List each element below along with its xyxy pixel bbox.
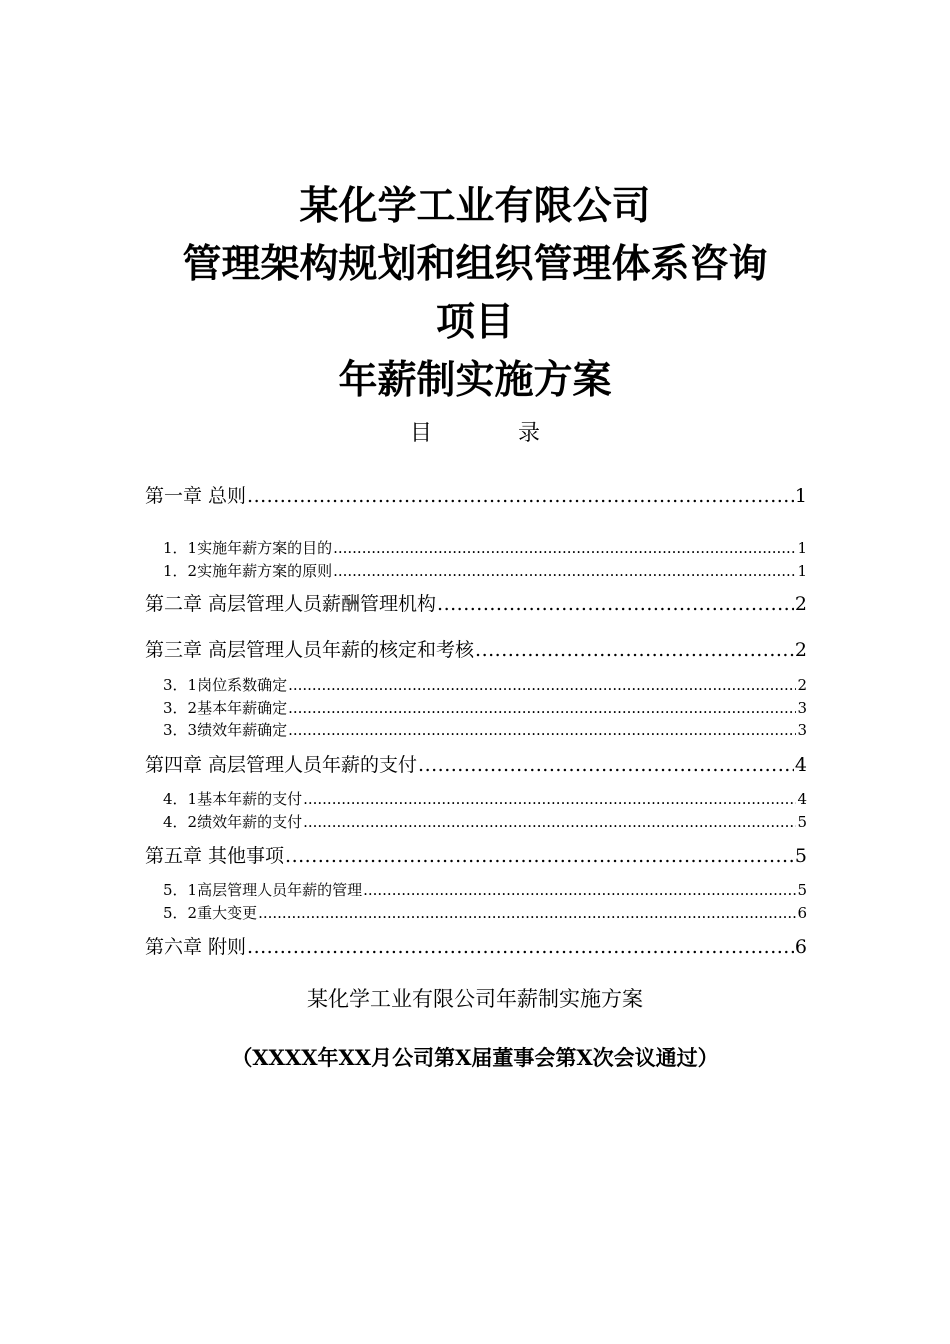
toc-entry-page: 2 xyxy=(794,639,807,661)
toc-leader-dots xyxy=(285,843,794,869)
toc-entry-section-4-1[interactable] xyxy=(163,789,807,809)
toc-entry-label: 第二章 高层管理人员薪酬管理机构 xyxy=(145,593,437,615)
toc-entry-page: 6 xyxy=(794,936,807,958)
toc-entry-label: 第三章 高层管理人员年薪的核定和考核 xyxy=(145,639,475,661)
toc-entry-section-1-2[interactable] xyxy=(163,561,807,581)
toc-leader-dots xyxy=(475,637,794,663)
toc-entry-label: 4．1基本年薪的支付 xyxy=(163,790,303,808)
toc-entry-label: 5．1高层管理人员年薪的管理 xyxy=(163,881,363,899)
toc-entry-page: 4 xyxy=(797,790,807,808)
toc-entry-label: 3．3绩效年薪确定 xyxy=(163,721,288,739)
toc-entry-chapter-4[interactable] xyxy=(145,752,807,778)
toc-entry-label: 第一章 总则 xyxy=(145,485,247,507)
cover-title-line-plan: 年薪制实施方案 xyxy=(338,358,612,403)
toc-entry-page: 2 xyxy=(797,676,807,694)
toc-entry-chapter-5[interactable] xyxy=(145,843,807,869)
toc-entry-chapter-1[interactable] xyxy=(145,483,807,509)
toc-entry-page: 4 xyxy=(794,754,807,776)
toc-leader-dots xyxy=(288,675,796,695)
toc-leader-dots xyxy=(247,483,794,509)
cover-title xyxy=(120,178,830,410)
toc-leader-dots xyxy=(437,591,794,617)
toc-entry-page: 6 xyxy=(797,904,807,922)
toc-entry-page: 5 xyxy=(794,845,807,867)
toc-entry-page: 3 xyxy=(797,699,807,717)
toc-leader-dots xyxy=(303,812,796,832)
toc-entry-page: 1 xyxy=(797,562,807,580)
toc-entry-page: 5 xyxy=(797,813,807,831)
toc-entry-section-3-3[interactable] xyxy=(163,720,807,740)
toc-entry-label: 4．2绩效年薪的支付 xyxy=(163,813,303,831)
toc-entry-label: 第六章 附则 xyxy=(145,936,247,958)
toc-entry-page: 5 xyxy=(797,881,807,899)
toc-entry-label: 第五章 其他事项 xyxy=(145,845,285,867)
toc-entry-section-4-2[interactable] xyxy=(163,812,807,832)
toc-entry-chapter-6[interactable] xyxy=(145,934,807,960)
toc-entry-section-5-2[interactable] xyxy=(163,903,807,923)
toc-leader-dots xyxy=(247,934,794,960)
toc-leader-dots xyxy=(333,538,796,558)
toc-entry-label: 3．1岗位系数确定 xyxy=(163,676,288,694)
toc-leader-dots xyxy=(363,880,796,900)
toc-heading-left: 目 xyxy=(409,421,432,446)
toc-entry-section-5-1[interactable] xyxy=(163,880,807,900)
document-title: 某化学工业有限公司年薪制实施方案 xyxy=(307,987,643,1011)
toc-leader-dots xyxy=(333,561,796,581)
toc-leader-dots xyxy=(418,752,794,778)
toc-leader-dots xyxy=(288,720,796,740)
toc-leader-dots xyxy=(288,698,796,718)
toc-entry-label: 5．2重大变更 xyxy=(163,904,258,922)
toc-heading-right: 录 xyxy=(518,421,541,446)
toc-entry-label: 1．2实施年薪方案的原则 xyxy=(163,562,333,580)
toc-entry-section-3-2[interactable] xyxy=(163,698,807,718)
toc-entry-label: 第四章 高层管理人员年薪的支付 xyxy=(145,754,418,776)
toc-entry-page: 3 xyxy=(797,721,807,739)
toc-heading xyxy=(0,420,950,448)
toc-leader-dots xyxy=(258,903,796,923)
toc-entry-section-1-1[interactable] xyxy=(163,538,807,558)
toc-entry-chapter-2[interactable] xyxy=(145,591,807,617)
toc-leader-dots xyxy=(303,789,796,809)
toc-entry-page: 1 xyxy=(797,539,807,557)
document-subtitle: （XXXX年XX月公司第X届董事会第X次会议通过） xyxy=(231,1045,719,1070)
toc-entry-section-3-1[interactable] xyxy=(163,675,807,695)
cover-title-line-company: 某化学工业有限公司 xyxy=(299,184,651,229)
toc-entry-chapter-3[interactable] xyxy=(145,637,807,663)
toc-entry-page: 2 xyxy=(794,593,807,615)
toc-entry-page: 1 xyxy=(794,485,807,507)
toc-entry-label: 3．2基本年薪确定 xyxy=(163,699,288,717)
cover-title-line-project: 管理架构规划和组织管理体系咨询 xyxy=(182,242,768,287)
toc-entry-label: 1．1实施年薪方案的目的 xyxy=(163,539,333,557)
cover-title-line-project-suffix: 项目 xyxy=(435,300,514,345)
